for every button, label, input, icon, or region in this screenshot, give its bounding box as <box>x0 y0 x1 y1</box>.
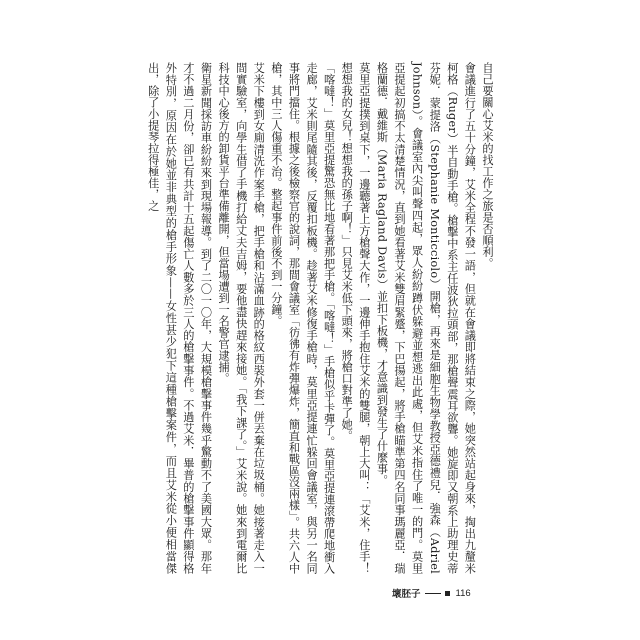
body-text <box>146 62 496 574</box>
paragraph: 會議進行了五十分鐘，艾米全程不發一語，但就在會議即將結束之際，她突然站起身來，掏出九釐米柯格（Ruger）半自動手槍。槍擊中系主任波狄拉頭部，那槍聲震耳欲聾。她旋即又朝系上助理史蒂芬妮．蒙提洛（Stephanie Monticciolo）開槍，再來是細胞生物學教授亞德禮兒．強森（Adriel Johnson）。會議室內尖叫聲四起，眾人紛紛蹲伏躲避並想逃出此處，但艾米指住了唯一的門。莫里亞提起初搞不太清楚情況，直到她看著艾米雙眉緊蹙，下巴揚起，將手槍瞄準第四名同事瑪麗亞．瑞格蘭德．戴維斯（Maria Ragland Davis）並扣下板機，才意識到發生了什麼事。 <box>375 62 477 574</box>
paragraph: 自己要關心艾米的找工作之旅是否順利。 <box>481 62 494 269</box>
paragraph: 「喀噠！」莫里亞提驚恐無比地看著那把手槍。「喀噠！」手槍似乎卡彈了。莫里亞提連滾帶爬地衝入走廊，艾米則尾隨其後，反覆扣板機。趁著艾米修復手槍時，莫里亞提連忙躲回會議室，與另一名同事將門擋住。根據之後檢察官的說詞，那間會議室「彷彿有炸彈爆炸，簡直和戰區沒兩樣」。共六人中槍，其中三人傷重不治。整起事件前後不到一分鐘。 <box>269 62 336 574</box>
paragraph: 莫里亞提撲到桌下，一邊聽著上方槍聲大作，一邊伸手抱住艾米的雙腿，朝上大叫：「艾米，住手！想想我的女兒！想想我的孫子啊！」只見艾米低下頭來，將槍口對準了她。 <box>340 62 371 574</box>
footer-square-ornament <box>445 591 450 596</box>
page-number: 116 <box>455 587 471 599</box>
paragraph: 衛星新聞採訪車紛紛來到現場報導。到了二〇一〇年，大規模槍擊事件幾乎驚動不了美國大眾。那年才不過二月份，卻已有共計十五起傷亡人數多於三人的槍擊事件。不過艾米．畢普的槍擊事件顯得格外特別，原因在於她並非典型的槍手形象——女性甚少犯下這種槍擊案件，而且艾米從小便相當傑出，除了小提琴拉得極佳，之 <box>146 62 213 574</box>
paragraph: 艾米下樓到女廁清洗作案手槍，把手槍和沾滿血跡的格紋西裝外套一併丟棄在垃圾桶。她接著走入一間實驗室，向學生借了手機打給丈夫吉姆，要他盡快趕來接她。「我下課了。」艾米說。她來到電爾比科技中心後方的卸貨平台準備離開，但當場遭到一名警官逮捕。 <box>217 62 266 574</box>
page-footer <box>392 585 471 601</box>
footer-rule <box>425 593 441 594</box>
chapter-title: 壞胚子 <box>392 589 421 600</box>
